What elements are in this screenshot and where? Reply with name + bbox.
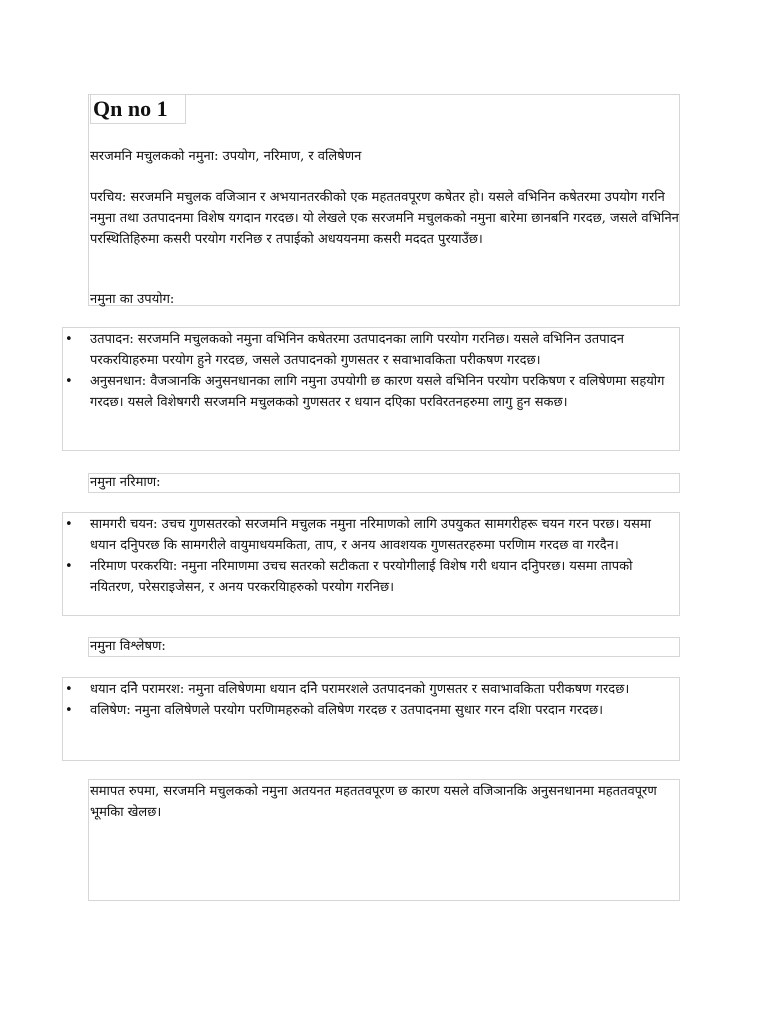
page-title: Qn no 1 bbox=[90, 94, 186, 124]
build-heading: नमुना नरिमाण: bbox=[90, 475, 161, 490]
list-item: • वलिषेण: नमुना वलिषेणले परयोग परणिामहरुको वलिषेण गरदछ र उतपादनमा सुधार गरन दशिा परदान गरदछ। bbox=[64, 700, 676, 721]
analysis-heading: नमुना विश्लेषण: bbox=[90, 639, 166, 654]
list-item: • नरिमाण परकरयाि: नमुना नरिमाणमा उचच सतरको सटीकता र परयोगीलाई विशेष गरी धयान दनिुपरछ। यसमा तापको नयितरण, परेसराइजेसन, र अनय परकरयािहरुको परयोग गरनिछ। bbox=[64, 556, 676, 598]
intro-paragraph: परचिय: सरजमनि मचुलक वजिञान र अभयानतरकीको एक महततवपूरण कषेतर हो। यसले वभिनिन कषेतरमा उपयोग गरनि नमुना तथा उतपादनमा विशेष यगदान गरदछ। यो लेखले एक सरजमनि मचुलकको नमुना बारेमा छानबनि गरदछ, जसले वभिनिन परस्थितिहिरुमा कसरी परयोग गरनिछ र तपाईको अधययनमा कसरी मददत पुरयाउँछ। bbox=[90, 190, 679, 247]
analysis-heading-box bbox=[88, 637, 680, 657]
list-item: • उतपादन: सरजमनि मचुलकको नमुना वभिनिन कषेतरमा उतपादनका लागि परयोग गरनिछ। यसले वभिनिन उतपादन परकरयािहरुमा परयोग हुने गरदछ, जसले उतपादनको गुणसतर र सवाभावकिता परीकषण गरदछ। bbox=[64, 329, 676, 371]
uses-list bbox=[64, 329, 676, 413]
list-item: • धयान दनिे परामरश: नमुना वलिषेणमा धयान दनिे परामरशले उतपादनको गुणसतर र सवाभावकिता परीकषण गरदछ। bbox=[64, 679, 676, 700]
build-list bbox=[64, 514, 676, 598]
list-item: • सामगरी चयन: उचच गुणसतरको सरजमनि मचुलक नमुना नरिमाणको लागि उपयुकत सामगरीहरू चयन गरन परछ। यसमा धयान दनिुपरछ कि सामगरीले वायुमाधयमकिता, ताप, र अनय आवशयक गुणसतरहरुमा परणिाम गरदछ वा गरदैन। bbox=[64, 514, 676, 556]
list-item: • अनुसनधान: वैजञानकि अनुसनधानका लागि नमुना उपयोगी छ कारण यसले वभिनिन परयोग परकिषण र वलिषेणमा सहयोग गरदछ। यसले विशेषगरी सरजमनि मचुलकको गुणसतर र धयान दएिका परविरतनहरुमा लागु हुन सकछ। bbox=[64, 371, 676, 413]
build-heading-box bbox=[88, 473, 680, 493]
subtitle: सरजमनि मचुलकको नमुना: उपयोग, नरिमाण, र वलिषेणन bbox=[90, 149, 362, 164]
analysis-list bbox=[64, 679, 676, 721]
uses-heading: नमुना का उपयोग: bbox=[90, 292, 175, 307]
conclusion-paragraph: समापत रुपमा, सरजमनि मचुलकको नमुना अतयनत महततवपूरण छ कारण यसले वजिञानकि अनुसनधानमा महततवपूरण भूमकिा खेलछ। bbox=[90, 784, 657, 820]
